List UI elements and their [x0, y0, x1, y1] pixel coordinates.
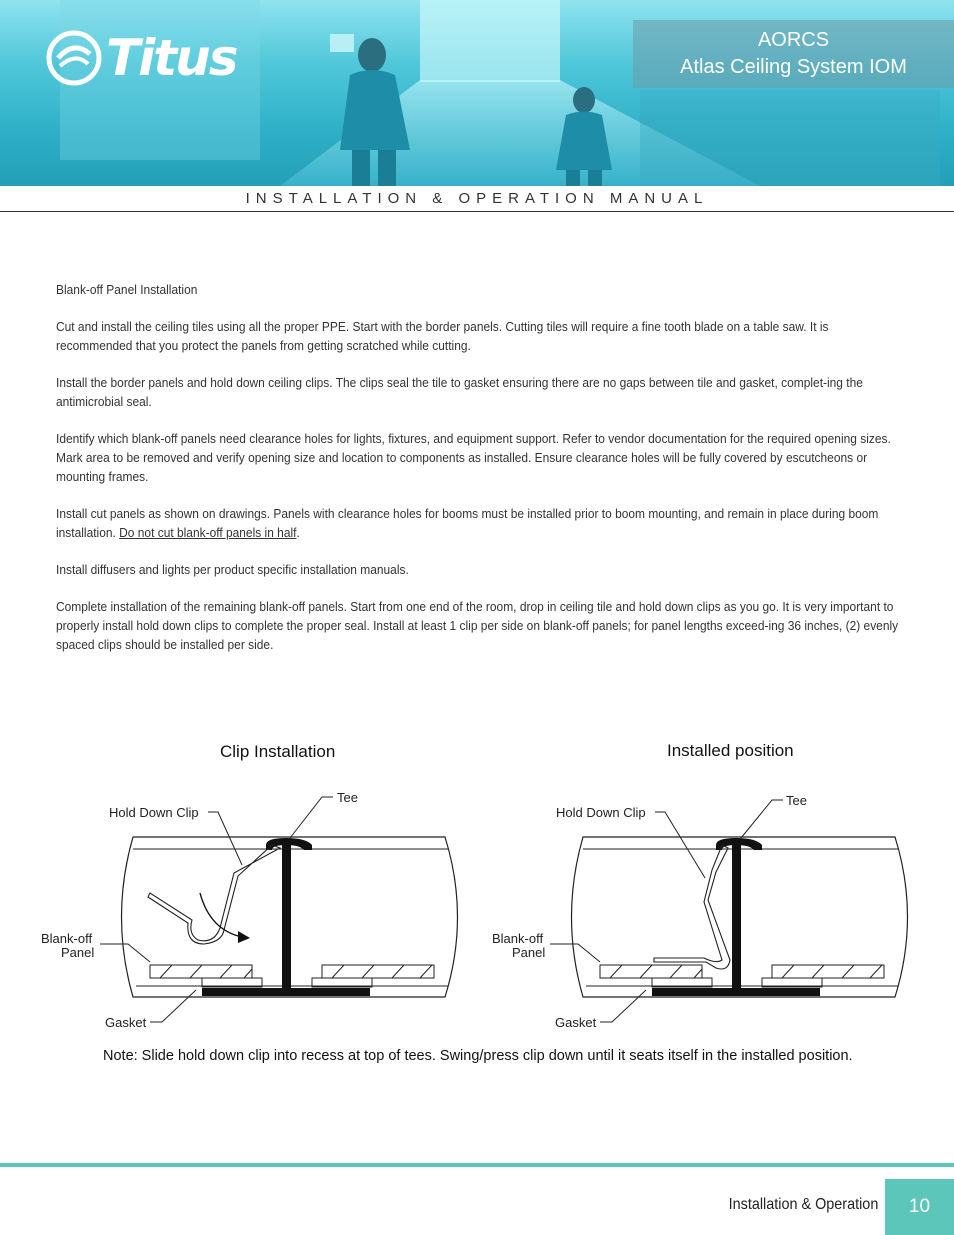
figure-title-clip-installation: Clip Installation [220, 742, 336, 761]
label-blank-off-left: Blank-off [41, 931, 93, 946]
footer-divider [0, 1163, 954, 1167]
label-hold-down-clip-right: Hold Down Clip [556, 805, 646, 820]
paragraph-diffusers: Install diffusers and lights per product specific installation manuals. [56, 562, 409, 577]
paragraph-cut-panels-end: . [296, 525, 300, 540]
paragraph-complete-installation: Complete installation of the remaining blank-off panels. Start from one end of the room, drop in ceiling tile and hold down clips as you go. It is very important to properly install hold down clips to complete the proper seal. Install at least 1 clip per side on blank-off panels; for panel lengths exceed-ing 36 inches, (2) evenly spaced clips should be installed per side. [56, 599, 899, 652]
label-gasket-left: Gasket [105, 1015, 147, 1030]
label-tee-left: Tee [337, 790, 358, 805]
installed-position-diagram [550, 800, 908, 1022]
label-tee-right: Tee [786, 793, 807, 808]
paragraph-cut-panels-text: Install cut panels as shown on drawings. Panels with clearance holes for booms must be installed prior to boom mounting, and remain in place during boom installation. [56, 506, 879, 540]
paragraph-border-panels: Install the border panels and hold down ceiling clips. The clips seal the tile to gasket ensuring there are no gaps between tile and gasket, complet-ing the antimicrobial seal. [56, 375, 863, 409]
section-heading: Blank-off Panel Installation [56, 282, 198, 297]
document-title-line1: AORCS [757, 29, 830, 51]
warning-underlined: Do not cut blank-off panels in half [119, 525, 297, 540]
manual-label: INSTALLATION & OPERATION MANUAL [245, 190, 709, 207]
label-panel-left: Panel [61, 945, 95, 960]
figure-note: Note: Slide hold down clip into recess at top of tees. Swing/press clip down until it seats itself in the installed position. [103, 1048, 853, 1064]
page-number: 10 [885, 1179, 954, 1235]
label-panel-right: Panel [512, 945, 546, 960]
paragraph-clearance-holes: Identify which blank-off panels need clearance holes for lights, fixtures, and equipment support. Refer to vendor documentation for the required opening sizes. Mark area to be removed and verify opening size and location to components as installed. Ensure clearance holes will be fully covered by escutcheons or mounting frames. [56, 431, 891, 484]
figure-title-installed-position: Installed position [667, 741, 794, 760]
label-blank-off-right: Blank-off [492, 931, 544, 946]
paragraph-cut-tiles: Cut and install the ceiling tiles using all the proper PPE. Start with the border panels. Cutting tiles will require a fine tooth blade on a table saw. It is recommended that you protect the panels from getting scratched while cutting. [56, 319, 829, 353]
footer-section-label: Installation & Operation [728, 1196, 878, 1213]
clip-installation-diagram [100, 797, 458, 1022]
label-gasket-right: Gasket [555, 1015, 597, 1030]
logo-wordmark: Titus [106, 29, 237, 87]
document-title-line2: Atlas Ceiling System IOM [680, 56, 907, 78]
label-hold-down-clip-left: Hold Down Clip [109, 805, 199, 820]
